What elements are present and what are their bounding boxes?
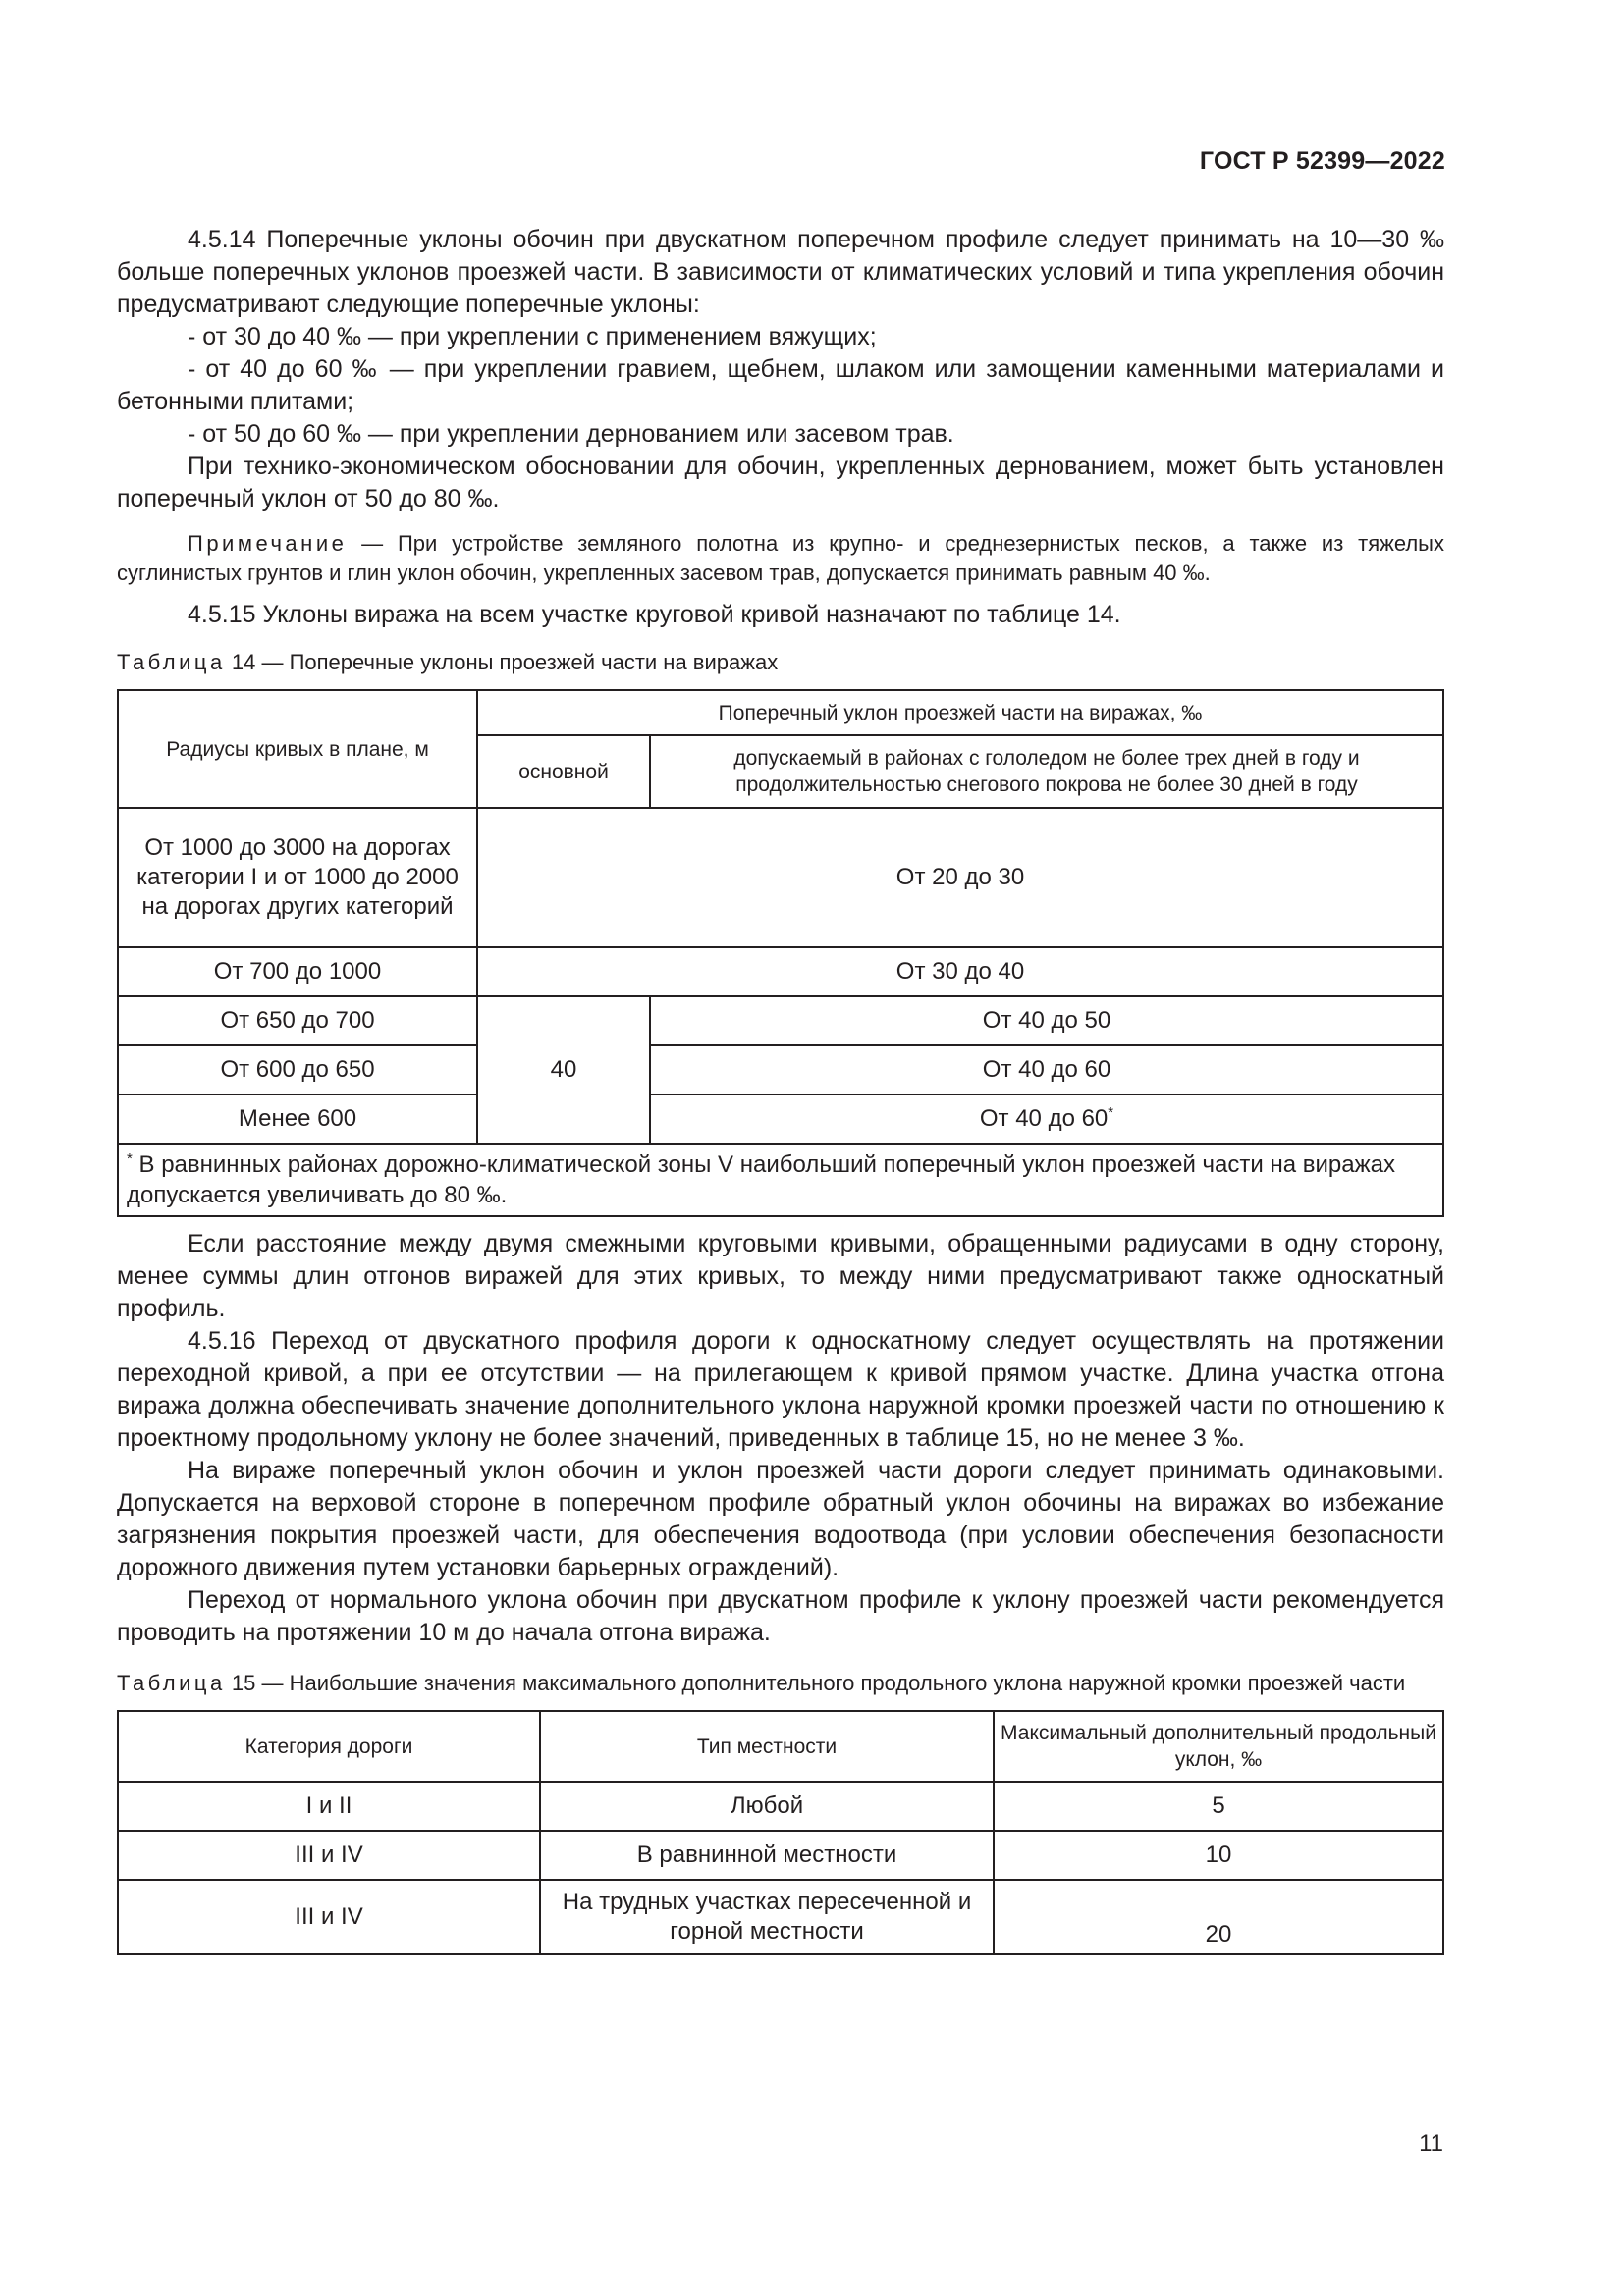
paragraph: Если расстояние между двумя смежными круговыми кривыми, обращенными радиусами в одну сторону, менее суммы длин отгонов виражей для этих кривых, то между ними предусматривают также односкатный профиль. [117,1230,1444,1322]
cell-text: От 40 до 60 [979,1105,1109,1132]
table-cell-basic: 40 [477,996,650,1144]
table14-caption [117,648,1444,677]
table-cell: Любой [540,1782,994,1831]
table-caption-text: 15 — Наибольшие значения максимального дополнительного продольного уклона наружной кромки проезжей части [225,1671,1406,1695]
document-code: ГОСТ Р 52399—2022 [1199,147,1445,175]
list-item: - от 50 до 60 ‰ — при укреплении дернованием или засевом трав. [188,420,954,448]
table-header: Категория дороги [118,1711,540,1782]
table-cell: III и IV [118,1880,540,1954]
list-item: - от 40 до 60 ‰ — при укреплении гравием, щебнем, шлаком или замощении каменными материалами и бетонными плитами; [117,355,1444,415]
note [117,529,1444,588]
table-caption-label: Таблица [117,1671,226,1695]
page-number: 11 [1419,2130,1443,2157]
header-allowed: допускаемый в районах с гололедом не более трех дней в году и продолжительностью снегового покрова не более 30 дней в году [650,735,1443,808]
table-15 [117,1710,1444,1955]
table-cell: III и IV [118,1831,540,1880]
table-header: Тип местности [540,1711,994,1782]
table-cell-radius: От 650 до 700 [118,996,477,1045]
paragraph-4-5-14: 4.5.14 Поперечные уклоны обочин при двускатном поперечном профиле следует принимать на 10—30 ‰ больше поперечных уклонов проезжей части. В зависимости от климатических условий и типа укрепления обочин предусматривают следующие поперечные уклоны: [117,226,1444,318]
table-cell: В равнинной местности [540,1831,994,1880]
table-caption-text: 14 — Поперечные уклоны проезжей части на виражах [225,650,779,674]
header-radius: Радиусы кривых в плане, м [118,690,477,808]
paragraph-4-5-15: 4.5.15 Уклоны виража на всем участке круговой кривой назначают по таблице 14. [188,601,1121,628]
header-slope: Поперечный уклон проезжей части на виражах, ‰ [477,690,1443,735]
table-header: Максимальный дополнительный продольный уклон, ‰ [994,1711,1443,1782]
table-cell-value: От 20 до 30 [477,808,1443,947]
table-caption-label: Таблица [117,650,226,674]
list-item: - от 30 до 40 ‰ — при укреплении с применением вяжущих; [188,323,877,350]
footnote-text: В равнинных районах дорожно-климатической зоны V наибольший поперечный уклон проезжей части на виражах допускается увеличивать до 80 ‰. [127,1151,1395,1208]
paragraph: При технико-экономическом обосновании для обочин, укрепленных дернованием, может быть установлен поперечный уклон от 50 до 80 ‰. [117,453,1444,512]
table15-caption [117,1669,1444,1698]
table-cell: 20 [994,1880,1443,1954]
table-cell-radius: Менее 600 [118,1095,477,1144]
table-cell: 5 [994,1782,1443,1831]
table-cell-radius: От 600 до 650 [118,1045,477,1095]
note-label: Примечание [188,531,348,556]
table-cell: I и II [118,1782,540,1831]
table-cell-allowed: От 40 до 60 [650,1045,1443,1095]
paragraph: Переход от нормального уклона обочин при двускатном профиле к уклону проезжей части рекомендуется проводить на протяжении 10 м до начала отгона виража. [117,1586,1444,1646]
table-cell-radius: От 1000 до 3000 на дорогах категории I и от 1000 до 2000 на дорогах других категорий [118,808,477,947]
table-cell: На трудных участках пересеченной и горной местности [540,1880,994,1954]
table-cell-allowed [650,1095,1443,1144]
page-content [117,224,1444,1955]
table-cell: 10 [994,1831,1443,1880]
table-14 [117,689,1444,1217]
table-footnote [118,1144,1443,1216]
footnote-marker: * [127,1150,133,1167]
note-text: — При устройстве земляного полотна из крупно- и среднезернистых песков, а также из тяжелых суглинистых грунтов и глин уклон обочин, укрепленных засевом трав, допускается принимать равным 40 ‰. [117,531,1444,585]
table-cell-value: От 30 до 40 [477,947,1443,996]
table-cell-radius: От 700 до 1000 [118,947,477,996]
paragraph: На вираже поперечный уклон обочин и уклон проезжей части дороги следует принимать одинаковыми. Допускается на верховой стороне в поперечном профиле обратный уклон обочины на виражах во избежание загрязнения покрытия проезжей части, для обеспечения водоотвода (при условии обеспечения безопасности дорожного движения путем установки барьерных ограждений). [117,1457,1444,1581]
paragraph-4-5-16: 4.5.16 Переход от двускатного профиля дороги к односкатному следует осуществлять на протяжении переходной кривой, а при ее отсутствии — на прилегающем к кривой прямом участке. Длина участка отгона виража должна обеспечивать значение дополнительного уклона наружной кромки проезжей части по отношению к проектному продольному уклону не более значений, приведенных в таблице 15, но не менее 3 ‰. [117,1327,1444,1452]
footnote-marker: * [1108,1104,1114,1121]
header-basic: основной [477,735,650,808]
table-cell-allowed: От 40 до 50 [650,996,1443,1045]
